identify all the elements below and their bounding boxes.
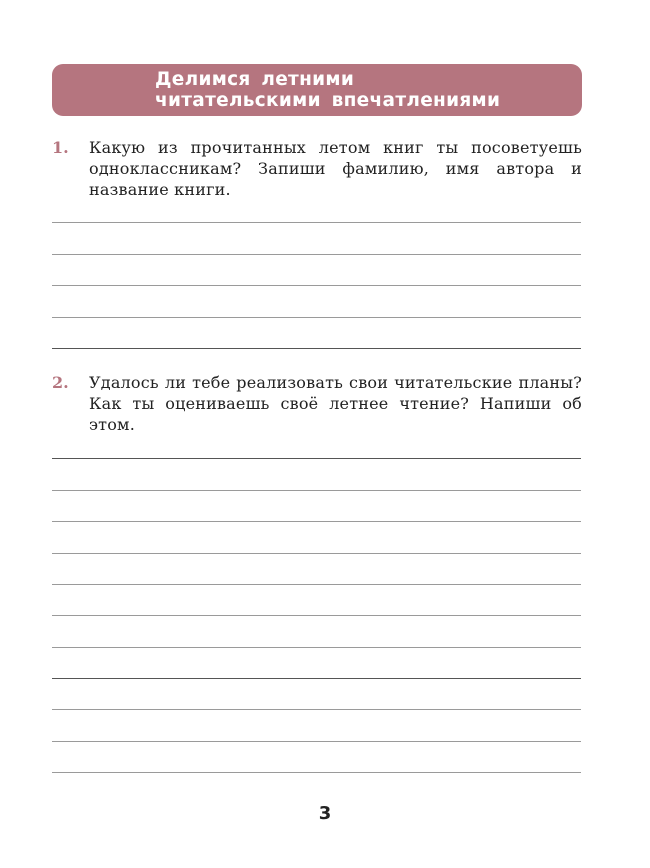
task-text: Какую из прочитанных летом книг ты посоветуешь одноклассникам? Запиши фамилию, имя автора и название книги. (89, 138, 582, 199)
answer-line[interactable] (52, 521, 581, 522)
section-title-line1: Делимся летними (155, 69, 355, 90)
answer-line[interactable] (52, 647, 581, 648)
answer-line[interactable] (52, 741, 581, 742)
section-banner (52, 64, 582, 116)
task-number: 2. (52, 373, 69, 392)
answer-line[interactable] (52, 584, 581, 585)
answer-line[interactable] (52, 553, 581, 554)
answer-line[interactable] (52, 458, 581, 459)
section-title (155, 69, 500, 111)
answer-line[interactable] (52, 615, 581, 616)
answer-line[interactable] (52, 348, 581, 349)
answer-line[interactable] (52, 490, 581, 491)
task-text: Удалось ли тебе реализовать свои читательские планы? Как ты оцениваешь своё летнее чтение? Напиши об этом. (89, 373, 582, 434)
task-number: 1. (52, 138, 69, 157)
answer-line[interactable] (52, 772, 581, 773)
section-title-line2: читательскими впечатлениями (155, 90, 501, 111)
answer-line[interactable] (52, 709, 581, 710)
answer-line[interactable] (52, 285, 581, 286)
answer-line[interactable] (52, 317, 581, 318)
page-number: 3 (318, 803, 332, 824)
answer-line[interactable] (52, 222, 581, 223)
answer-line[interactable] (52, 678, 581, 679)
answer-line[interactable] (52, 254, 581, 255)
